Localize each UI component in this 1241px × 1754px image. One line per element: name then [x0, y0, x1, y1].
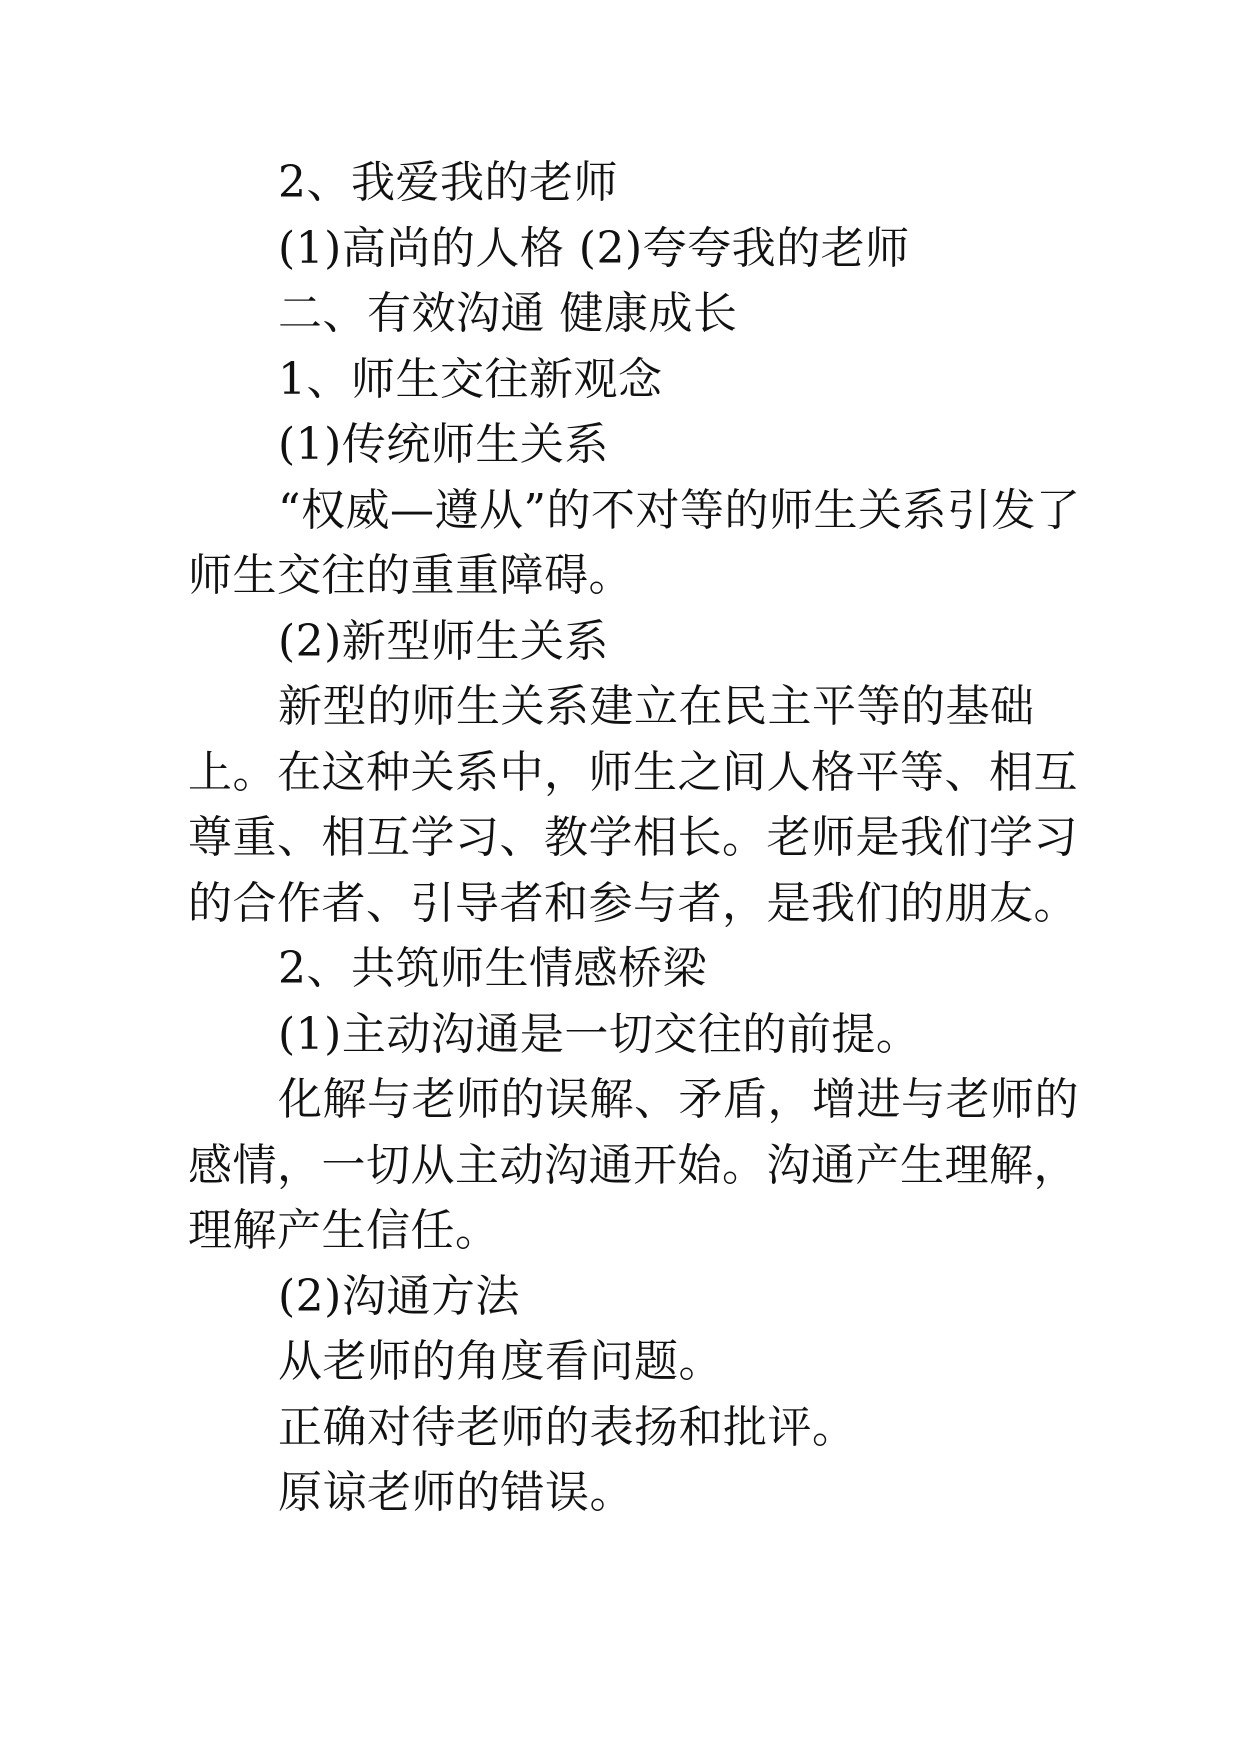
body-paragraph: 新型的师生关系建立在民主平等的基础上。在这种关系中，师生之间人格平等、相互尊重、相互学习、教学相长。老师是我们学习的合作者、引导者和参与者，是我们的朋友。	[188, 681, 1078, 929]
subsection-item: (1)高尚的人格 (2)夸夸我的老师	[278, 222, 910, 274]
body-paragraph: 原谅老师的错误。	[278, 1467, 634, 1518]
chapter-heading: 二、有效沟通 健康成长	[278, 288, 738, 339]
subsection-heading: (2)新型师生关系	[278, 615, 609, 667]
section-heading: 1、师生交往新观念	[278, 353, 663, 405]
subsection-heading: (2)沟通方法	[278, 1270, 520, 1322]
subsection-heading: (1)主动沟通是一切交往的前提。	[278, 1008, 921, 1060]
document-body	[188, 150, 1088, 1526]
body-paragraph: 正确对待老师的表扬和批评。	[278, 1401, 857, 1453]
section-heading: 2、共筑师生情感桥梁	[278, 943, 707, 994]
subsection-heading: (1)传统师生关系	[278, 419, 609, 470]
body-paragraph: “权威—遵从”的不对等的师生关系引发了师生交往的重重障碍。	[188, 484, 1081, 601]
section-heading: 2、我爱我的老师	[278, 157, 618, 208]
body-paragraph: 从老师的角度看问题。	[278, 1336, 723, 1387]
body-paragraph: 化解与老师的误解、矛盾，增进与老师的感情，一切从主动沟通开始。沟通产生理解，理解产生信任。	[188, 1074, 1079, 1256]
